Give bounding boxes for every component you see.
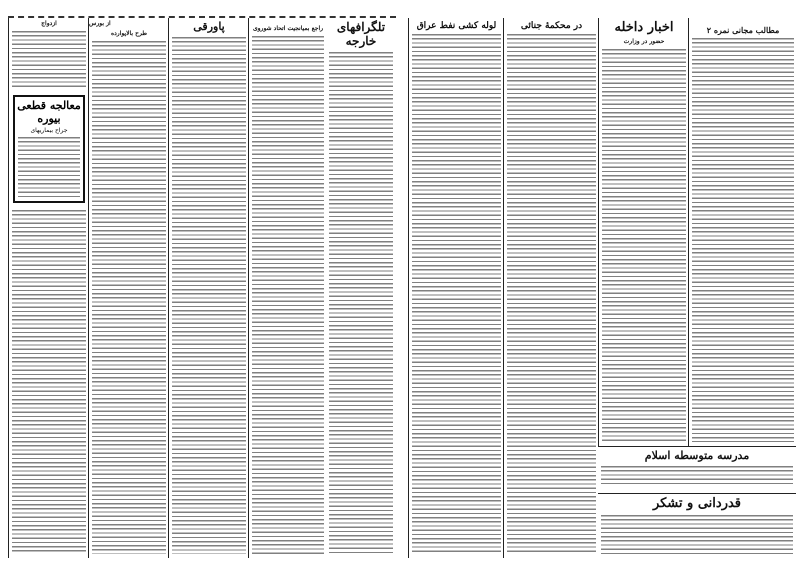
article-text: [172, 37, 246, 554]
column-domestic-news: [598, 18, 689, 446]
article-text: [252, 36, 324, 554]
ad-subtitle: جراح بیماریهای: [30, 127, 68, 135]
column-footnote: [168, 18, 249, 558]
article-text: [507, 34, 596, 554]
article-text: [12, 31, 86, 87]
column-subhead: حضور در وزارت: [599, 39, 689, 46]
column-headline: پاورقی: [169, 21, 249, 34]
column-headline: طرح بالاپوارده: [89, 31, 169, 38]
article-text: [12, 210, 86, 554]
article-text: [92, 41, 166, 554]
column-marriage: [8, 18, 89, 558]
thanks-text: [601, 515, 793, 554]
school-headline: مدرسه متوسطه اسلام: [598, 450, 796, 463]
ad-box: [13, 95, 85, 203]
divider: [598, 493, 796, 494]
column-bourse: [88, 18, 169, 558]
thanks-headline: قدردانی و تشکر: [598, 497, 796, 512]
column-free-articles: [688, 18, 797, 446]
school-text: [601, 466, 793, 486]
column-news: [248, 18, 327, 558]
article-text: [329, 52, 393, 554]
column-iraq-pipeline: [408, 18, 504, 558]
right-page: [408, 18, 796, 558]
column-headline: لوله کشی نفط عراق: [409, 21, 504, 31]
column-telegrams: [326, 18, 396, 558]
bottom-notices: [598, 446, 796, 558]
section-label: از بورس: [89, 21, 169, 28]
column-criminal-court: [503, 18, 599, 558]
article-text: [602, 49, 686, 442]
column-headline: تلگرافهای خارجه: [326, 21, 396, 49]
ad-title: معالجه قطعی بیوره: [17, 98, 81, 125]
article-text: [412, 34, 501, 554]
column-headline: در محکمهٔ جنائی: [504, 21, 599, 31]
column-headline: مطالب مجانی نمره ۲: [689, 26, 797, 35]
column-headline: ازدواج: [9, 21, 89, 28]
column-headline: راجع بمیانجیت اتحاد شوروی: [249, 26, 327, 33]
ad-text: [18, 137, 80, 197]
article-text: [692, 38, 794, 442]
column-headline: اخبار داخله: [599, 21, 689, 36]
left-page: [8, 18, 396, 558]
